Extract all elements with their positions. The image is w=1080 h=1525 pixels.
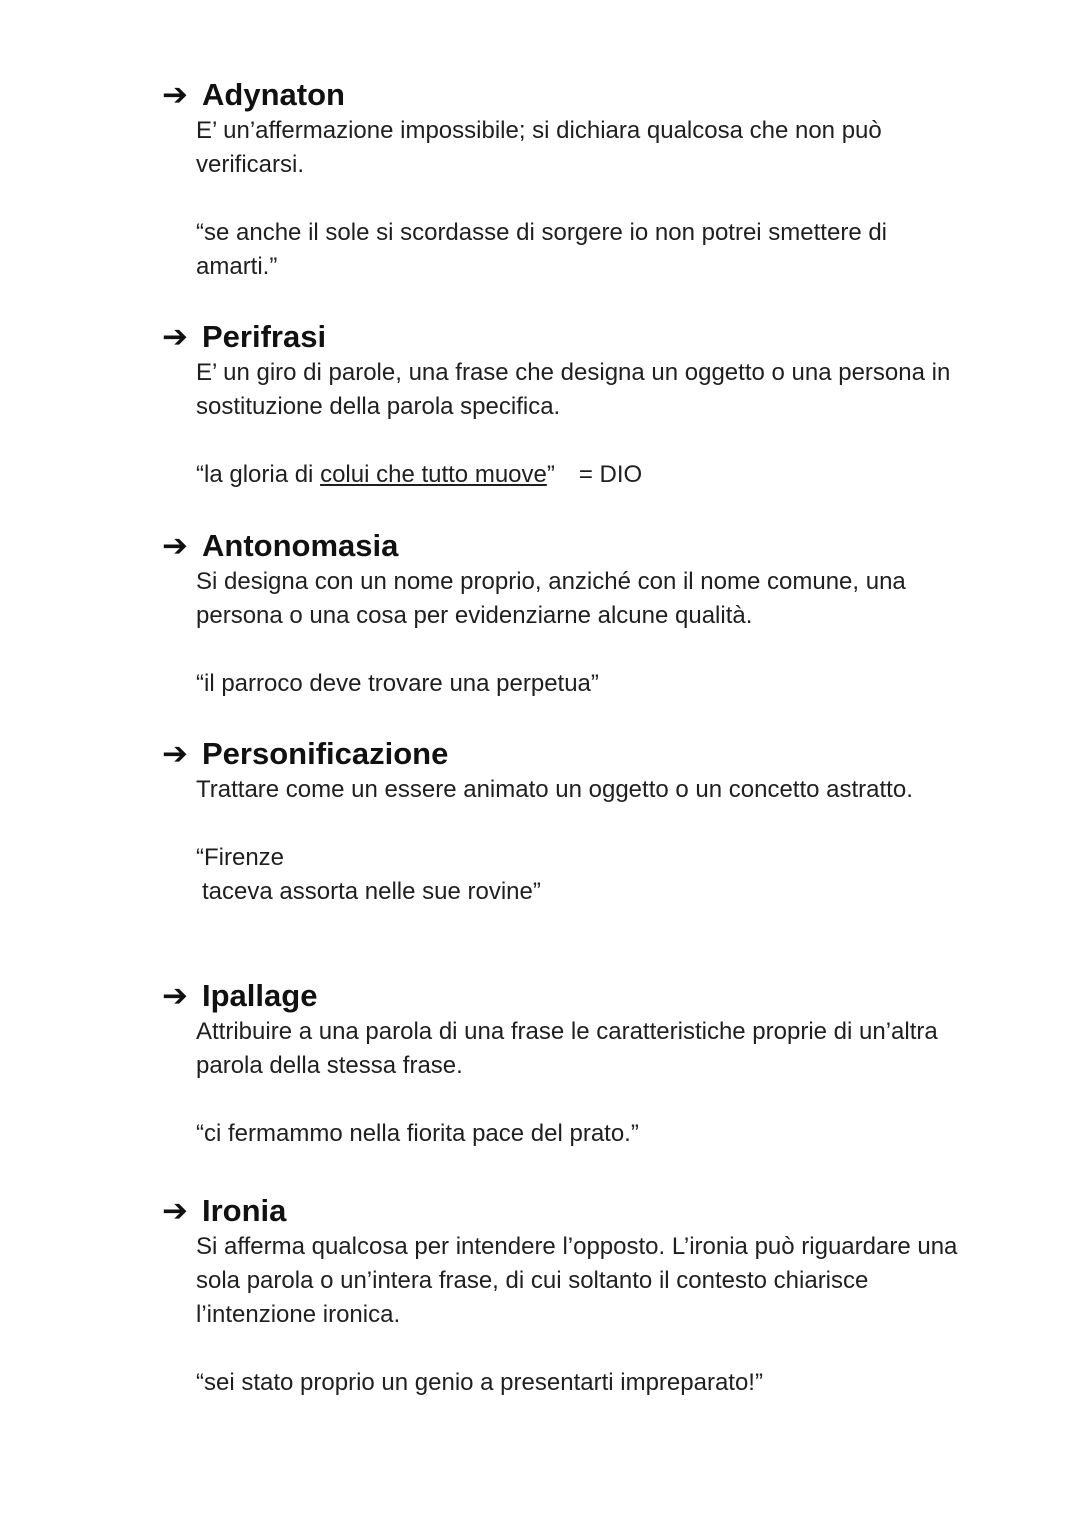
- section-example: “sei stato proprio un genio a presentarti impreparato!”: [196, 1369, 763, 1396]
- section-example: “il parroco deve trovare una perpetua”: [196, 670, 599, 697]
- section-adynaton: [162, 76, 962, 284]
- section-ironia: [162, 1192, 962, 1400]
- example-meaning: = DIO: [578, 461, 643, 488]
- arrow-right-icon: ➔: [162, 978, 188, 1013]
- section-heading: [162, 977, 962, 1015]
- section-title: Antonomasia: [202, 528, 399, 563]
- section-definition: Trattare come un essere animato un oggetto o un concetto astratto.: [196, 776, 913, 803]
- example-line: taceva assorta nelle sue rovine”: [202, 878, 541, 905]
- section-example: “se anche il sole si scordasse di sorgere io non potrei smettere di amarti.”: [196, 219, 888, 280]
- arrow-right-icon: ➔: [162, 77, 188, 112]
- section-antonomasia: [162, 527, 962, 701]
- section-perifrasi: [162, 318, 962, 492]
- section-title: Ironia: [202, 1193, 287, 1228]
- example-suffix: ”: [546, 461, 555, 488]
- section-title: Personificazione: [202, 736, 449, 771]
- example-line: “Firenze: [196, 844, 285, 871]
- arrow-right-icon: ➔: [162, 736, 188, 771]
- section-definition: E’ un’affermazione impossibile; si dichiara qualcosa che non può verificarsi.: [196, 117, 882, 178]
- section-example: [196, 458, 962, 492]
- arrow-right-icon: ➔: [162, 1193, 188, 1228]
- section-definition: Attribuire a una parola di una frase le caratteristiche proprie di un’altra parola della stessa frase.: [196, 1018, 938, 1079]
- section-ipallage: [162, 977, 962, 1151]
- arrow-right-icon: ➔: [162, 319, 188, 354]
- section-example: “ci fermammo nella fiorita pace del prato.”: [196, 1120, 639, 1147]
- example-underlined-phrase: colui che tutto muove: [320, 461, 547, 488]
- section-heading: [162, 527, 962, 565]
- example-prefix: “la gloria di: [196, 461, 321, 488]
- section-title: Ipallage: [202, 978, 318, 1013]
- section-title: Perifrasi: [202, 319, 327, 354]
- section-example: [196, 841, 962, 909]
- section-heading: [162, 1192, 962, 1230]
- section-heading: [162, 735, 962, 773]
- section-definition: Si afferma qualcosa per intendere l’opposto. L’ironia può riguardare una sola parola o un’intera frase, di cui soltanto il contesto chiarisce l’intenzione ironica.: [196, 1233, 958, 1328]
- section-heading: [162, 76, 962, 114]
- section-definition: E’ un giro di parole, una frase che designa un oggetto o una persona in sostituzione della parola specifica.: [196, 359, 951, 420]
- arrow-right-icon: ➔: [162, 528, 188, 563]
- section-definition: Si designa con un nome proprio, anziché con il nome comune, una persona o una cosa per evidenziarne alcune qualità.: [196, 568, 906, 629]
- section-personificazione: [162, 735, 962, 909]
- section-heading: [162, 318, 962, 356]
- section-title: Adynaton: [202, 77, 345, 112]
